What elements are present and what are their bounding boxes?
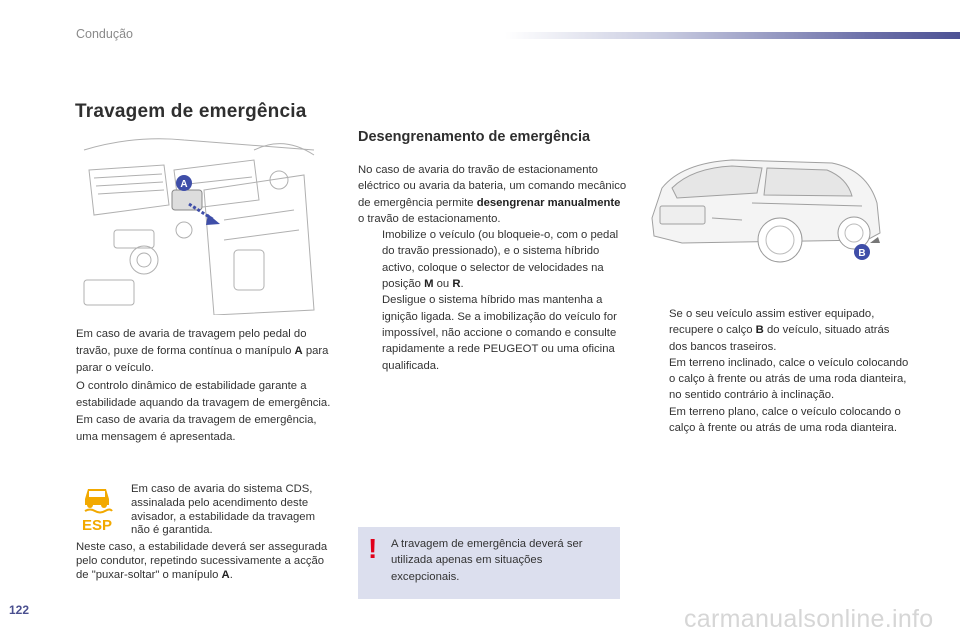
cds-continuation-text: Neste caso, a estabilidade deverá ser assegurada pelo condutor, repetindo sucessivamente a acção de "puxar-soltar" o manípulo A. [76,541,328,581]
middle-bullet-1: Imobilize o veículo (ou bloqueie-o, com o pedal do travão pressionado), e o sistema híbrido activo, coloque o selector de velocidades na posição M ou R. [382,229,619,291]
left-paragraph-2: O controlo dinâmico de estabilidade garante a estabilidade aquando da travagem de emergência. [76,379,331,409]
right-bullet-1: Se o seu veículo assim estiver equipado, recupere o calço B do veículo, situado atrás dos bancos traseiros. [669,308,890,353]
watermark: carmanualsonline.info [684,605,934,633]
middle-bullet-2: Desligue o sistema híbrido mas mantenha a ignição ligada. Se a imobilização do veículo for impossível, não accione o comando e consulte rapidamente a rede PEUGEOT ou uma oficina qualificada. [382,294,617,372]
callout-b-label: B [858,248,866,259]
warning-box [358,527,620,599]
callout-a-label: A [180,179,188,190]
left-text [76,326,331,446]
cds-warning-text: Em caso de avaria do sistema CDS, assinalada pelo acendimento deste avisador, a estabilidade da travagem não é garantida. [131,483,316,537]
header-gradient-bar [505,32,960,39]
right-text [645,306,910,436]
left-paragraph-3: Em caso de avaria da travagem de emergência, uma mensagem é apresentada. [76,414,317,444]
left-paragraph-1: Em caso de avaria de travagem pelo pedal do travão, puxe de forma contínua o manípulo A para parar o veículo. [76,328,329,375]
section-heading: Desengrenamento de emergência [358,129,591,145]
page-title: Travagem de emergência [75,101,307,122]
warning-text: A travagem de emergência deverá ser utilizada apenas em situações excepcionais. [391,538,583,583]
right-bullet-2: Em terreno inclinado, calce o veículo colocando o calço à frente ou atrás de uma roda dianteira, no sentido contrário à inclinação. Em terreno plano, calce o veículo colocando o calço à frente ou atrás de uma roda dianteira. [669,356,909,435]
esp-label: ESP [81,517,113,533]
dashboard-illustration [74,130,322,315]
middle-intro: No caso de avaria do travão de estacionamento eléctrico ou avaria da bateria, um comando mecânico de emergência permite desengrenar manualmente o travão de estacionamento. [358,164,627,225]
car-illustration [642,148,890,266]
section-label: Condução [76,27,133,41]
page-number: 122 [9,603,30,617]
esp-warning-icon [80,483,114,533]
exclamation-icon: ! [368,533,378,564]
middle-text [358,162,628,374]
